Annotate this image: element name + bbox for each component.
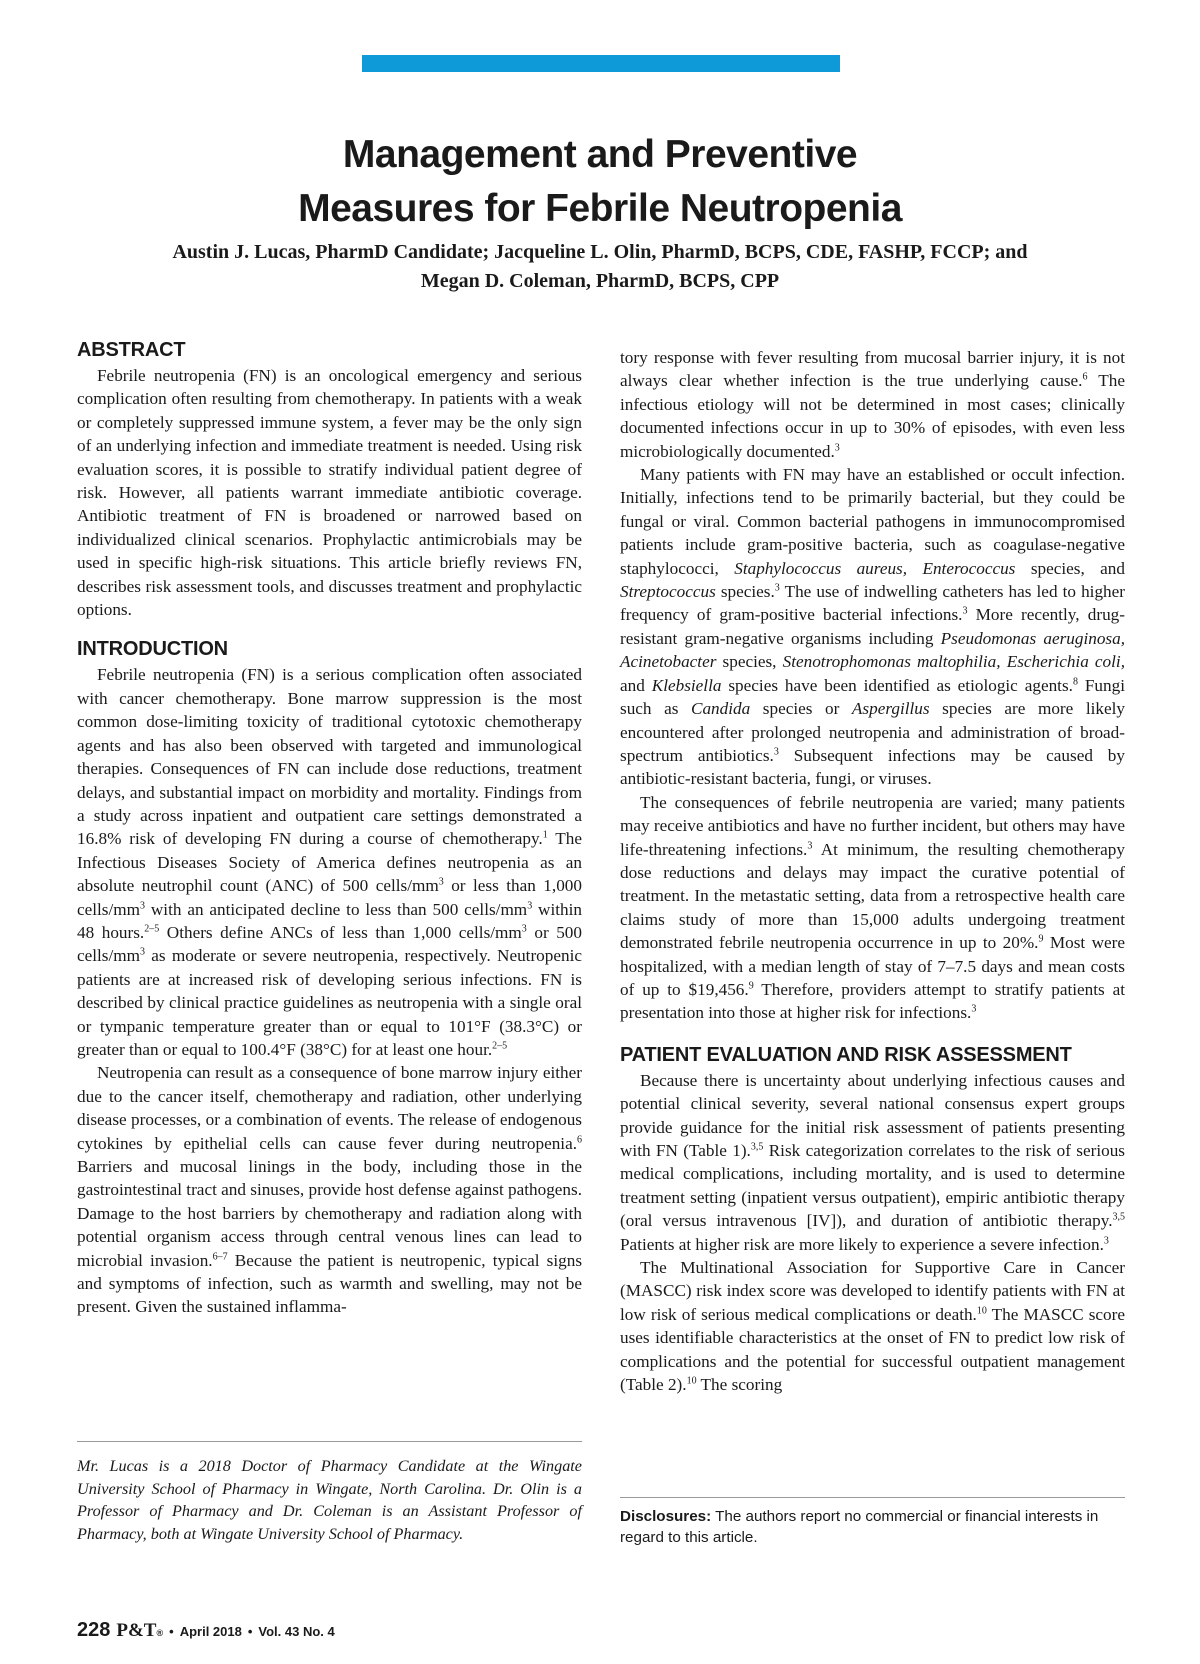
registered-mark: ® xyxy=(156,1628,164,1638)
affiliation-divider xyxy=(77,1441,582,1442)
intro-paragraph-2-continued: tory response with fever resulting from mucosal barrier injury, it is not always clear whether infection is the true underlying cause.$^6$ The infectious etiology will not be determined in most cases; clinically documented infections occur in up to 30% of episodes, with even less microbiologically documented.$^3$ xyxy=(620,348,1125,461)
disclosures-text: The authors report no commercial or financial interests in regard to this article. xyxy=(620,1508,1099,1546)
abstract-text: Febrile neutropenia (FN) is an oncological emergency and serious complication often resulting from chemotherapy. In patients with a weak or completely suppressed immune system, a fever may be the only sign of an underlying infection and immediate treatment is needed. Using risk evaluation scores, it is possible to stratify individual patient degree of risk. However, all patients warrant immediate antibiotic coverage. Antibiotic treatment of FN is broadened or narrowed based on individualized clinical scenarios. Prophylactic antimicrobials may be used in specific high-risk situations. This article briefly reviews FN, describes risk assessment tools, and discusses treatment and prophylactic options. xyxy=(77,366,582,620)
authors-line-1: Austin J. Lucas, PharmD Candidate; Jacqueline L. Olin, PharmD, BCPS, CDE, FASHP, FCCP; and xyxy=(172,241,1028,263)
article-title xyxy=(0,128,1200,236)
issue-date: April 2018 xyxy=(179,1624,242,1639)
disclosures xyxy=(620,1506,1125,1548)
intro-paragraph-1: Febrile neutropenia (FN) is a serious complication often associated with cancer chemotherapy. Bone marrow suppression is the most common dose-limiting toxicity of traditional cytotoxic chemotherapy agents and has also been observed with targeted and immunological therapies. Consequences of FN can include dose reductions, treatment delays, and substantial impact on morbidity and mortality. Findings from a study across inpatient and outpatient care settings demonstrated a 16.8% risk of developing FN during a course of chemotherapy.$^1$ The Infectious Diseases Society of America defines neutropenia as an absolute neutrophil count (ANC) of 500 cells/$mm^3$ or less than 1,000 cells/$mm^3$ with an anticipated decline to less than 500 cells/$mm^3$ within 48 hours.$^{2-5}$ Others define ANCs of less than 1,000 cells/$mm^3$ or 500 cells/$mm^3$ as moderate or severe neutropenia, respectively. Neutropenic patients are at increased risk of developing serious infections. FN is described by clinical practice guidelines as neutropenia with a single oral or tympanic temperature greater than or equal to 101°F (38.3°C) or greater than or equal to 100.4°F (38°C) for at least one hour.$^{2-5}$ xyxy=(77,665,582,1059)
page-footer xyxy=(77,1620,335,1643)
intro-paragraph-4: The consequences of febrile neutropenia are varied; many patients may receive antibiotics and have no further incident, but others may have life-threatening infections.$^3$ At minimum, the resulting chemotherapy dose reductions and delays may impact the curative potential of treatment. In the metastatic setting, data from a retrospective health care claims study of more than 15,000 adults undergoing treatment demonstrated febrile neutropenia occurrence in up to 20%.$^9$ Most were hospitalized, with a median length of stay of 7–7.5 days and mean costs of up to $19,456.$^9$ Therefore, providers attempt to stratify patients at presentation into those at higher risk for infections.$^3$ xyxy=(620,792,1126,1023)
journal-name: P&T xyxy=(116,1620,157,1641)
intro-paragraph-2: Neutropenia can result as a consequence of bone marrow injury either due to the cancer itself, chemotherapy and radiation, other underlying disease processes, or a combination of events. The release of endogenous cytokines by epithelial cells can cause fever during neutropenia.$^6$ Barriers and mucosal linings in the body, including those in the gastrointestinal tract and sinuses, provide host defense against pathogens. Damage to the host barriers by chemotherapy and radiation along with potential organism access through central venous lines can lead to microbial invasion.$^{6-7}$ Because the patient is neutropenic, typical signs and symptoms of infection, such as warmth and swelling, may not be present. Given the sustained inflamma- xyxy=(77,1063,583,1317)
volume-issue: Vol. 43 No. 4 xyxy=(258,1624,335,1639)
accent-bar xyxy=(362,55,840,72)
disclosure-divider xyxy=(620,1497,1125,1498)
abstract-heading: ABSTRACT xyxy=(77,339,186,361)
evaluation-paragraph-1: Because there is uncertainty about underlying infectious causes and potential clinical severity, several national consensus expert groups provide guidance for the initial risk assessment of patients presenting with FN (Table 1).$^{3,5}$ Risk categorization correlates to the risk of serious medical complications, including mortality, and is used to determine treatment setting (inpatient versus outpatient), empiric antibiotic therapy (oral versus intravenous [IV]), and duration of antibiotic therapy.$^{3,5}$ Patients at higher risk are more likely to experience a severe infection.$^3$ xyxy=(620,1070,1125,1254)
footer-separator: • xyxy=(247,1624,253,1639)
author-affiliation: Mr. Lucas is a 2018 Doctor of Pharmacy Candidate at the Wingate University School of Pharmacy in Wingate, North Carolina. Dr. Olin is a Professor of Pharmacy and Dr. Coleman is an Assistant Professor of Pharmacy, both at Wingate University School of Pharmacy. xyxy=(77,1457,582,1543)
author-list xyxy=(60,238,1140,296)
left-column xyxy=(77,338,582,1319)
patient-evaluation-heading: PATIENT EVALUATION AND RISK ASSESSMENT xyxy=(620,1043,1072,1066)
title-line-2: Measures for Febrile Neutropenia xyxy=(298,187,902,230)
authors-line-2: Megan D. Coleman, PharmD, BCPS, CPP xyxy=(420,270,780,292)
title-line-1: Management and Preventive xyxy=(342,133,858,176)
evaluation-paragraph-2: The Multinational Association for Supportive Care in Cancer (MASCC) risk index score was developed to identify patients with FN at low risk of serious medical complications or death.$^{10}$ The MASCC score uses identifiable characteristics at the onset of FN to predict low risk of complications and the potential for successful outpatient management (Table 2).$^{10}$ The scoring xyxy=(620,1258,1125,1395)
introduction-heading: INTRODUCTION xyxy=(77,638,228,661)
footer-separator: • xyxy=(169,1624,174,1639)
right-column xyxy=(620,346,1125,1396)
page-number: 228 xyxy=(77,1619,111,1641)
intro-paragraph-3: Many patients with FN may have an established or occult infection. Initially, infections tend to be primarily bacterial, but they could be fungal or viral. Common bacterial pathogens in immunocompromised patients include gram-positive bacteria, such as coagulase-negative staphylococci, Staphylococcus aureus, Enterococcus species, and Streptococcus species.$^3$ The use of indwelling catheters has led to higher frequency of gram-positive bacterial infections.$^3$ More recently, drug-resistant gram-negative organisms including Pseudomonas aeruginosa, Acinetobacter species, Stenotrophomonas maltophilia, Escherichia coli, and Klebsiella species have been identified as etiologic agents.$^8$ Fungi such as Candida species or Aspergillus species are more likely encountered after prolonged neutropenia and administration of broad-spectrum antibiotics.$^3$ Subsequent infections may be caused by antibiotic-resistant bacteria, fungi, or viruses. xyxy=(620,465,1125,789)
disclosures-label: Disclosures: xyxy=(620,1508,712,1525)
